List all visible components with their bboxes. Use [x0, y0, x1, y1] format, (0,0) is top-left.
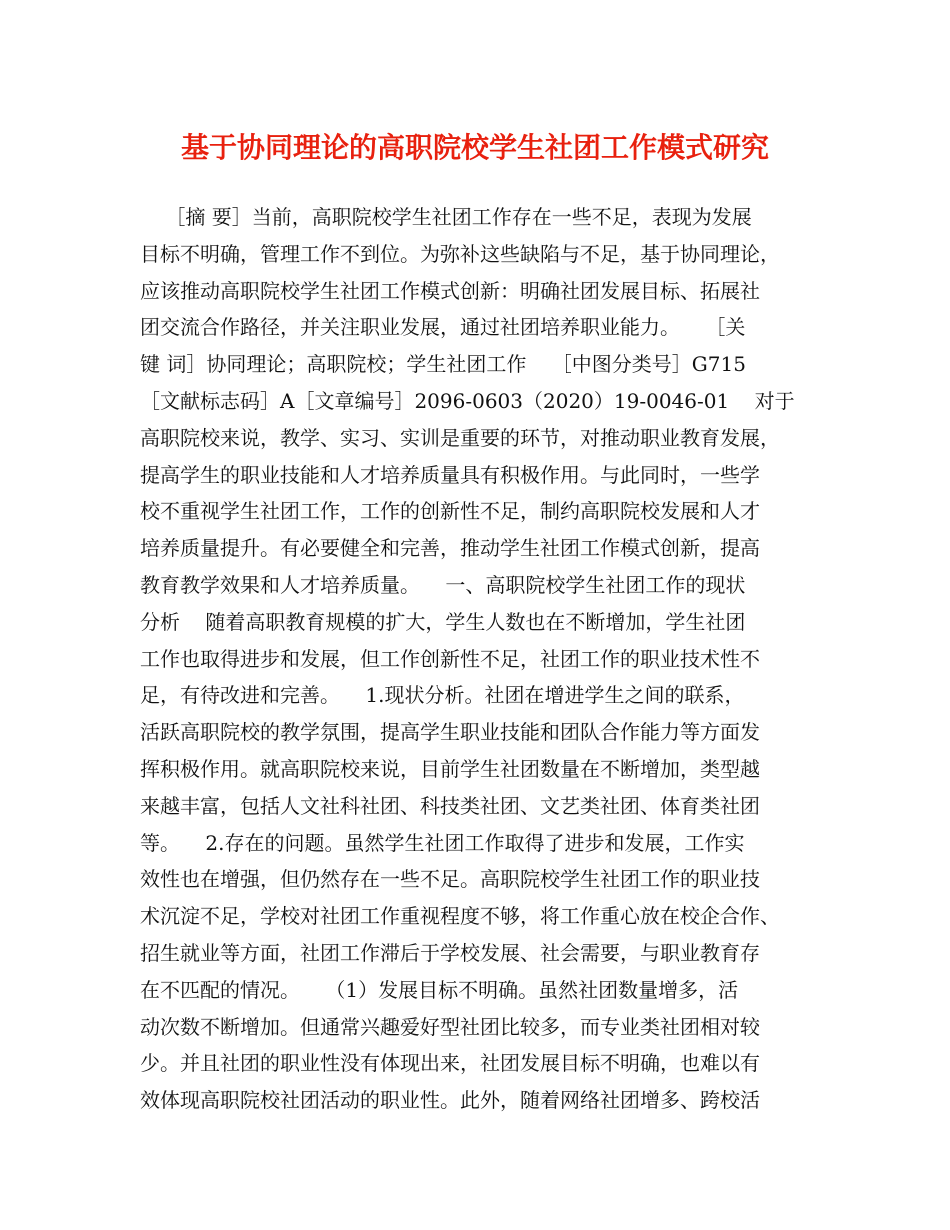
- body-line: 动次数不断增加。但通常兴趣爱好型社团比较多，而专业类社团相对较: [140, 1014, 760, 1039]
- body-line: ［摘 要］当前，高职院校学生社团工作存在一些不足，表现为发展: [140, 205, 752, 229]
- body-line: 校不重视学生社团工作，工作的创新性不足，制约高职院校发展和人才: [140, 499, 760, 524]
- body-line: 在不匹配的情况。 （1）发展目标不明确。虽然社团数量增多，活: [140, 977, 739, 1002]
- body-line: 应该推动高职院校学生社团工作模式创新：明确社团发展目标、拓展社: [140, 278, 760, 303]
- body-line: 工作也取得进步和发展，但工作创新性不足，社团工作的职业技术性不: [140, 646, 760, 671]
- body-line: 键 词］协同理论；高职院校；学生社团工作 ［中图分类号］G715: [140, 352, 746, 377]
- body-line: 等。 2.存在的问题。虽然学生社团工作取得了进步和发展，工作实: [140, 830, 745, 855]
- body-line: 提高学生的职业技能和人才培养质量具有积极作用。与此同时，一些学: [140, 462, 760, 487]
- body-line: 教育教学效果和人才培养质量。 一、高职院校学生社团工作的现状: [140, 572, 746, 597]
- body-line: 效性也在增强，但仍然存在一些不足。高职院校学生社团工作的职业技: [140, 867, 760, 892]
- body-line: 来越丰富，包括人文社科社团、科技类社团、文艺类社团、体育类社团: [140, 793, 760, 818]
- body-line: 少。并且社团的职业性没有体现出来，社团发展目标不明确，也难以有: [140, 1051, 760, 1076]
- document-body: [140, 199, 820, 1119]
- body-line: 招生就业等方面，社团工作滞后于学校发展、社会需要，与职业教育存: [140, 940, 760, 965]
- body-line: 术沉淀不足，学校对社团工作重视程度不够，将工作重心放在校企合作、: [140, 904, 780, 929]
- document-title: 基于协同理论的高职院校学生社团工作模式研究: [180, 131, 769, 164]
- body-line: 效体现高职院校社团活动的职业性。此外，随着网络社团增多、跨校活: [140, 1088, 760, 1113]
- body-line: 高职院校来说，教学、实习、实训是重要的环节，对推动职业教育发展，: [140, 425, 780, 450]
- body-line: ［文献标志码］A［文章编号］2096-0603（2020）19-0046-01 对于: [140, 388, 795, 413]
- body-line: 团交流合作路径，并关注职业发展，通过社团培养职业能力。 ［关: [140, 315, 746, 340]
- body-line: 挥积极作用。就高职院校来说，目前学生社团数量在不断增加，类型越: [140, 756, 760, 781]
- body-line: 培养质量提升。有必要健全和完善，推动学生社团工作模式创新，提高: [140, 536, 760, 561]
- body-line: 目标不明确，管理工作不到位。为弥补这些缺陷与不足，基于协同理论，: [140, 241, 780, 266]
- body-line: 活跃高职院校的教学氛围，提高学生职业技能和团队合作能力等方面发: [140, 720, 760, 745]
- body-line: 足，有待改进和完善。 1.现状分析。社团在增进学生之间的联系，: [140, 683, 745, 708]
- body-line: 分析 随着高职教育规模的扩大，学生人数也在不断增加，学生社团: [140, 609, 746, 634]
